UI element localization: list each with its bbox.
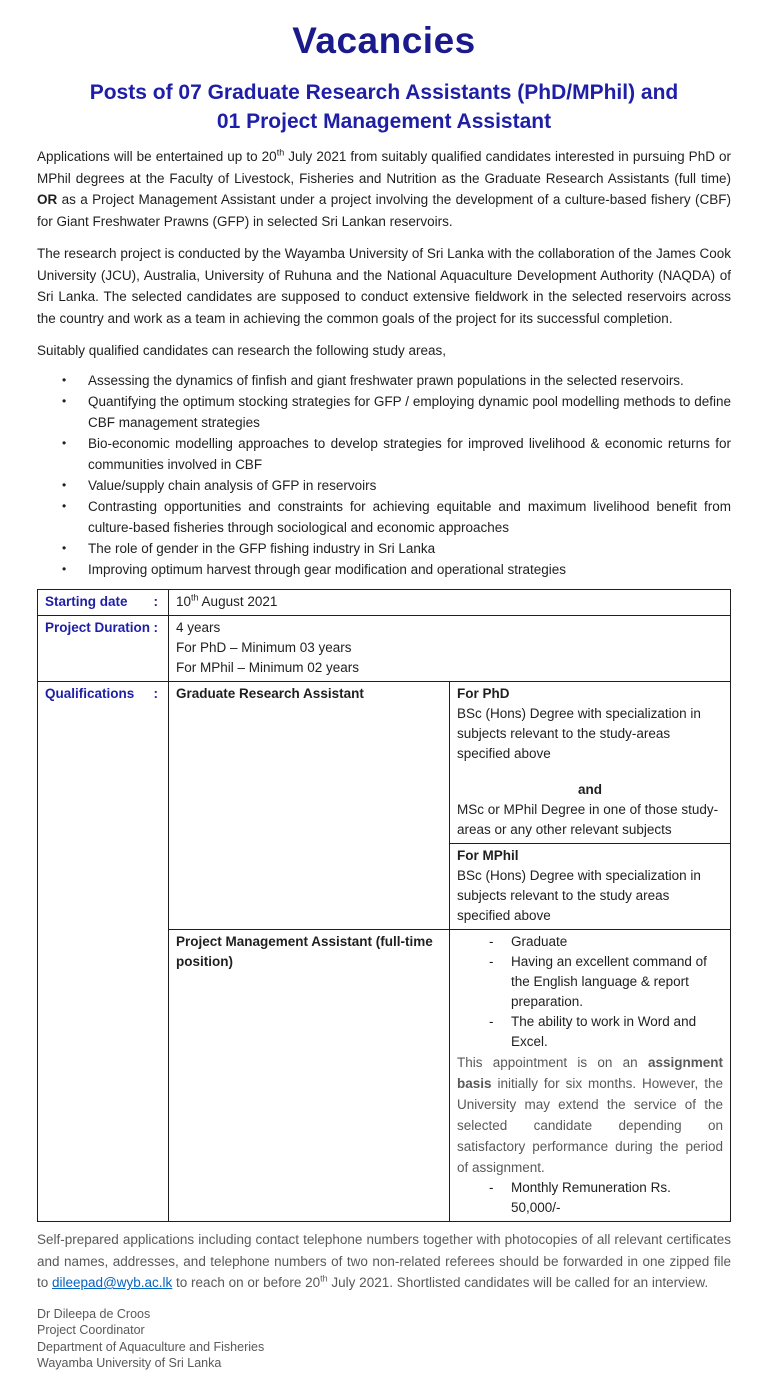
pma-role-cell: Project Management Assistant (full-time position)	[169, 930, 450, 1222]
study-area-text: Improving optimum harvest through gear modification and operational strategies	[88, 562, 567, 577]
phd-heading: For PhD	[457, 686, 510, 701]
dash-icon: -	[489, 1014, 494, 1029]
phd-requirement-2: MSc or MPhil Degree in one of those study-areas or any other relevant subjects	[457, 802, 719, 837]
gra-role-cell: Graduate Research Assistant	[169, 682, 450, 930]
project-duration-label-cell	[38, 616, 169, 682]
study-area-item	[37, 370, 731, 391]
pma-requirement-text: Graduate	[511, 934, 568, 949]
intro-p1-text-a: Applications will be entertained up to 20	[37, 149, 277, 164]
phd-requirement-1: BSc (Hons) Degree with specialization in subjects relevant to the study-areas specified above	[457, 706, 701, 761]
dash-icon: -	[489, 934, 494, 949]
study-area-text: Assessing the dynamics of finfish and giant freshwater prawn populations in the selected reservoirs.	[88, 373, 684, 388]
project-duration-label: Project Duration	[45, 620, 151, 635]
mphil-requirement-1: BSc (Hons) Degree with specialization in subjects relevant to the study areas specified above	[457, 868, 701, 923]
pma-appointment-note	[457, 1052, 723, 1178]
signatory-name: Dr Dileepa de Croos	[37, 1306, 151, 1321]
page-subtitle	[37, 78, 731, 136]
study-area-item	[37, 475, 731, 496]
apply-text-c: July 2021. Shortlisted candidates will be called for an interview.	[327, 1275, 709, 1290]
qualifications-label: Qualifications	[45, 686, 135, 701]
intro-p1-text-b: July 2021 from suitably qualified candidates interested in pursuing PhD or MPhil degrees at the Faculty of Livestock, Fisheries and Nutrition as the Graduate Research Assistants (full time)	[37, 149, 731, 186]
note-bold-assignment-basis: assignment basis	[457, 1055, 723, 1091]
ordinal-superscript: th	[191, 592, 199, 603]
note-text-b: initially for six months. However, the University may extend the service of the selected candidate depending on satisfactory performance during the period of assignment.	[457, 1076, 723, 1175]
signatory-department: Department of Aquaculture and Fisheries	[37, 1339, 265, 1354]
pma-requirement-item	[457, 1012, 723, 1052]
study-area-item	[37, 391, 731, 433]
note-text-a: This appointment is on an	[457, 1055, 648, 1070]
study-area-text: Bio-economic modelling approaches to develop strategies for improved livelihood & economic returns for communities involved in CBF	[88, 436, 731, 472]
dash-icon: -	[489, 954, 494, 969]
study-area-text: Value/supply chain analysis of GFP in reservoirs	[88, 478, 377, 493]
pma-remuneration-text: Monthly Remuneration Rs. 50,000/-	[511, 1180, 671, 1215]
study-areas-intro: Suitably qualified candidates can research the following study areas,	[37, 343, 446, 358]
qualifications-label-cell	[38, 682, 169, 1222]
application-instructions	[37, 1229, 731, 1294]
signatory-title: Project Coordinator	[37, 1323, 145, 1337]
pma-requirement-item	[457, 952, 723, 1012]
project-duration-value-cell	[169, 616, 731, 682]
pma-requirement-item	[457, 932, 723, 952]
table-row	[38, 590, 731, 616]
starting-date-value-cell	[169, 590, 731, 616]
pma-requirement-text: The ability to work in Word and Excel.	[511, 1014, 697, 1049]
study-area-item	[37, 496, 731, 538]
gra-phd-requirements-cell	[450, 682, 731, 844]
study-area-text: Contrasting opportunities and constraints for achieving equitable and maximum livelihood benefit from culture-based fisheries through sociological and economic approaches	[88, 499, 731, 535]
intro-paragraph-1	[37, 146, 731, 232]
bullet-icon: •	[62, 373, 67, 387]
study-area-text: The role of gender in the GFP fishing industry in Sri Lanka	[88, 541, 436, 556]
gra-mphil-requirements-cell	[450, 844, 731, 930]
and-connector: and	[577, 782, 602, 797]
duration-line: 4 years	[176, 620, 221, 635]
ordinal-superscript: th	[276, 147, 285, 158]
email-link[interactable]: dileepad@wyb.ac.lk	[52, 1275, 173, 1290]
bullet-icon: •	[62, 436, 67, 450]
starting-date-label-cell	[38, 590, 169, 616]
duration-line: For MPhil – Minimum 02 years	[176, 660, 360, 675]
table-row	[38, 616, 731, 682]
details-table	[37, 589, 731, 1222]
intro-p1-text-c: as a Project Management Assistant under a project involving the development of a culture-based fishery (CBF) for Giant Freshwater Prawns (GFP) in selected Sri Lankan reservoirs.	[37, 192, 731, 229]
starting-date-label: Starting date	[45, 594, 128, 609]
bullet-icon: •	[62, 541, 67, 555]
apply-text-a: Self-prepared applications including contact telephone numbers together with photocopies of all relevant certificates and names, addresses, and telephone numbers of two non-related referees should be forwarded in one zipped file to	[37, 1232, 731, 1290]
bullet-icon: •	[62, 499, 67, 513]
pma-requirements-cell	[450, 930, 731, 1222]
colon-separator: :	[153, 594, 158, 609]
intro-p1-bold-or: OR	[37, 192, 58, 207]
study-area-item	[37, 559, 731, 580]
dash-icon: -	[489, 1180, 494, 1195]
pma-requirement-text: Having an excellent command of the English language & report preparation.	[511, 954, 707, 1009]
signatory-university: Wayamba University of Sri Lanka	[37, 1356, 222, 1370]
pma-remuneration-item	[457, 1178, 723, 1218]
apply-text-b: to reach on or before 20	[172, 1275, 321, 1290]
study-area-item	[37, 538, 731, 559]
starting-date-value: 10	[176, 594, 192, 609]
bullet-icon: •	[62, 394, 67, 408]
mphil-heading: For MPhil	[457, 848, 519, 863]
signature-block	[37, 1306, 731, 1372]
colon-separator: :	[153, 620, 158, 635]
duration-line: For PhD – Minimum 03 years	[176, 640, 352, 655]
study-areas-list	[37, 370, 731, 580]
starting-date-value-rest: August 2021	[198, 594, 278, 609]
subtitle-line-2: 01 Project Management Assistant	[216, 110, 552, 133]
study-area-item	[37, 433, 731, 475]
ordinal-superscript: th	[320, 1273, 328, 1284]
page-title: Vacancies	[292, 20, 476, 61]
intro-paragraph-2: The research project is conducted by the Wayamba University of Sri Lanka with the collaboration of the James Cook University (JCU), Australia, University of Ruhuna and the National Aquaculture Development Authority (NAQDA) of Sri Lanka. The selected candidates are supposed to conduct extensive fieldwork in the selected reservoirs across the country and work as a team in achieving the common goals of the project for its successful completion.	[37, 246, 731, 326]
bullet-icon: •	[62, 562, 67, 576]
study-area-text: Quantifying the optimum stocking strategies for GFP / employing dynamic pool modelling methods to define CBF management strategies	[88, 394, 731, 430]
subtitle-line-1: Posts of 07 Graduate Research Assistants (PhD/MPhil) and	[89, 81, 679, 104]
table-row	[38, 682, 731, 844]
colon-separator: :	[153, 686, 158, 701]
bullet-icon: •	[62, 478, 67, 492]
